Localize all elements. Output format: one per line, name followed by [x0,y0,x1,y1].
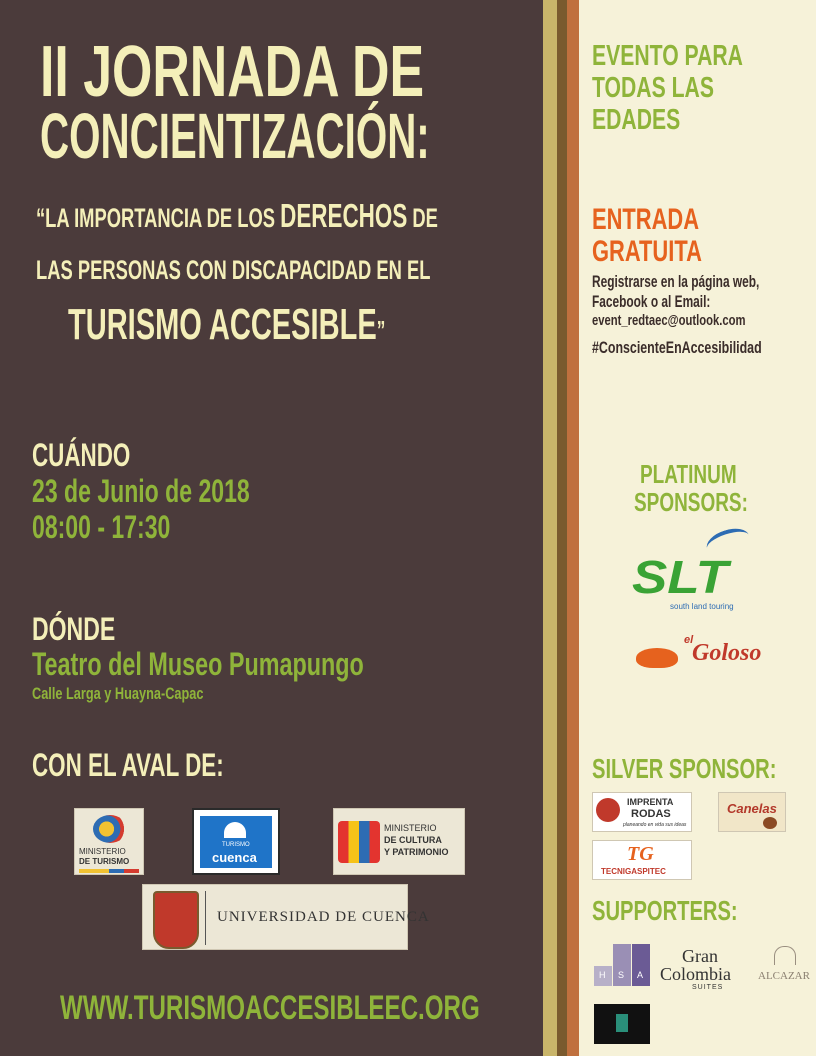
tecnigaspitec-logo [592,840,692,880]
website-link[interactable]: WWW.TURISMOACCESIBLEEC.ORG [60,989,480,1027]
gc-text-3: SUITES [692,984,724,991]
platinum-label-1: PLATINUM [640,459,737,489]
university-crest-icon [153,891,199,949]
gc-text-1: Gran [682,946,718,966]
crest-divider [205,891,206,945]
hsa-text-2: S [618,970,625,980]
when-time: 08:00 - 17:30 [32,509,171,545]
ministerio-turismo-logo [74,808,144,875]
gratuita-label: GRATUITA [592,235,702,268]
rodas-badge-icon [596,798,620,822]
figures-icon [338,821,380,863]
quote-l3-close: ” [376,315,386,345]
where-address: Calle Larga y Huayna-Capac [32,684,204,703]
rodas-text-3: planeando en vida sus ideas [623,822,687,828]
tg-text: TG [627,843,654,865]
stripe-orange [567,0,579,1056]
quote-l1-derechos: DERECHOS [280,197,408,234]
food-plate-icon [763,817,777,829]
when-label: CUÁNDO [32,437,131,473]
supporters-label: SUPPORTERS: [592,895,738,926]
quote-line-3 [68,300,385,355]
ministerio-cultura-logo [333,808,465,875]
where-label: DÓNDE [32,611,116,647]
church-icon [224,822,246,838]
hsa-text-3: A [637,970,644,980]
alcazar-text: ALCAZAR [758,970,810,982]
register-line-1: Registrarse en la página web, [592,272,760,291]
castle-icon [774,946,796,965]
where-venue: Teatro del Museo Pumapungo [32,646,364,682]
event-line-3: EDADES [592,104,681,136]
sun-icon [93,815,127,843]
universidad-cuenca-logo [142,884,430,950]
alcazar-logo [756,944,812,998]
mintur-text-2: DE TURISMO [79,857,130,866]
event-line-2: TODAS LAS [592,72,714,104]
el-goloso-logo [630,630,760,680]
title-line-1: II JORNADA DE [40,32,425,112]
when-date: 23 de Junio de 2018 [32,473,250,509]
mincult-text-3: Y PATRIMONIO [384,847,449,857]
tg-subtext: TECNIGASPITEC [601,867,666,876]
quote-l3-turismo: TURISMO ACCESIBLE [68,300,377,349]
quote-l1c: DE [407,203,438,233]
silver-sponsor-label: SILVER SPONSOR: [592,753,777,784]
hsa-logo [594,944,652,996]
platinum-label-2: SPONSORS: [634,487,748,517]
email-link[interactable]: event_redtaec@outlook.com [592,312,746,329]
cuenca-text-2: cuenca [212,850,257,865]
stripe-brown [557,0,567,1056]
rodas-text-1: IMPRENTA [627,797,674,807]
aval-label: CON EL AVAL DE: [32,747,224,783]
hsa-text-1: H [599,970,606,980]
goloso-el-text: el [684,634,694,646]
quote-line-1 [36,197,438,234]
slt-logo [628,526,758,616]
imprenta-rodas-logo [592,792,692,832]
quote-l1a: “LA IMPORTANCIA DE LOS [36,203,281,233]
slt-text: SLT [632,551,728,603]
event-line-1: EVENTO PARA [592,40,743,72]
mincult-text-2: DE CULTURA [384,835,442,845]
dark-supporter-logo [594,1004,650,1044]
turismo-cuenca-logo [192,808,280,875]
flag-stripe [79,869,139,873]
rodas-text-2: RODAS [631,808,671,820]
mintur-text-1: MINISTERIO [79,847,126,856]
quote-line-2: LAS PERSONAS CON DISCAPACIDAD EN EL [36,255,431,285]
gran-colombia-logo [658,946,750,996]
canelas-text: Canelas [727,801,777,816]
gc-text-2: Colombia [660,964,731,984]
mincult-text-1: MINISTERIO [384,823,437,833]
supporter-emblem-icon [616,1014,628,1032]
goloso-text: Goloso [692,640,762,666]
slt-subtext: south land touring [670,602,734,611]
hashtag: #ConscienteEnAccesibilidad [592,338,762,357]
title-line-2: CONCIENTIZACIÓN: [40,100,430,172]
crab-icon [636,648,678,668]
ucuenca-text: UNIVERSIDAD DE CUENCA [217,909,430,925]
stripe-gold [543,0,557,1056]
register-line-2: Facebook o al Email: [592,292,711,311]
cuenca-text-1: TURISMO [222,842,250,848]
canelas-logo [718,792,786,832]
entrada-label: ENTRADA [592,203,700,236]
